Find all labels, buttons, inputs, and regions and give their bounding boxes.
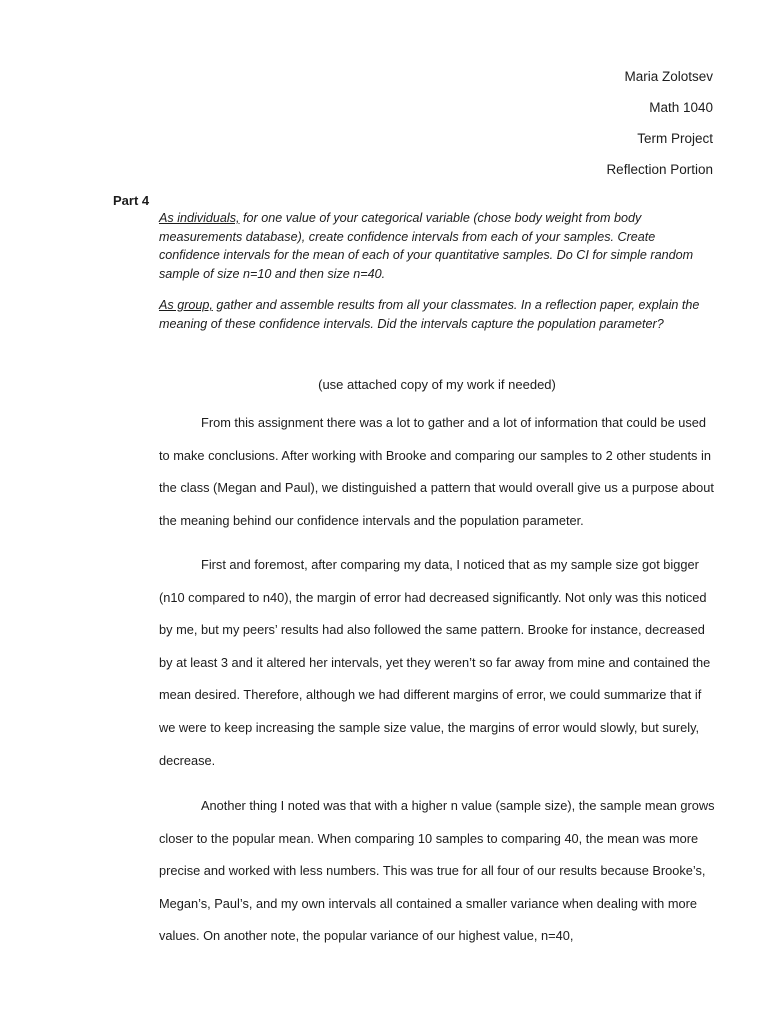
- group-text: gather and assemble results from all your classmates. In a reflection paper, explain the meaning of these confidence intervals. Did the intervals capture the population parameter?: [159, 298, 700, 331]
- individual-lead: As individuals,: [159, 211, 240, 225]
- individual-instructions: [159, 209, 719, 283]
- paragraph-2: First and foremost, after comparing my data, I noticed that as my sample size got bigger (n10 compared to n40), the margin of error had decreased significantly. Not only was this noticed by me, but my peers’ results had also followed the same pattern. Brooke for instance, decreased by at least 3 and it altered her intervals, yet they weren’t so far away from mine and contained the mean desired. Therefore, although we had different margins of error, we could summarize that if we were to keep increasing the sample size value, the margins of error would slowly, but surely, decrease.: [159, 557, 711, 768]
- course-name: Math 1040: [649, 100, 713, 115]
- group-lead: As group,: [159, 298, 213, 312]
- author-name: Maria Zolotsev: [624, 69, 713, 84]
- paragraph-3: Another thing I noted was that with a higher n value (sample size), the sample mean grows closer to the popular mean. When comparing 10 samples to comparing 40, the mean was more precise and worked with less numbers. This was true for all four of our results because Brooke’s, Megan’s, Paul’s, and my own intervals all contained a smaller variance when dealing with more values. On another note, the popular variance of our highest value, n=40,: [159, 798, 715, 944]
- attachment-note: (use attached copy of my work if needed): [318, 377, 556, 392]
- section-name: Reflection Portion: [606, 162, 713, 177]
- assignment-name: Term Project: [637, 131, 713, 146]
- paragraph-1: From this assignment there was a lot to gather and a lot of information that could be used to make conclusions. After working with Brooke and comparing our samples to 2 other students in the class (Megan and Paul), we distinguished a pattern that would overall give us a purpose about the meaning behind our confidence intervals and the population parameter.: [159, 415, 714, 528]
- part-title: Part 4: [113, 193, 150, 208]
- individual-text: for one value of your categorical variable (chose body weight from body measurements database), create confidence intervals from each of your samples. Create confidence intervals for the mean of each of your quantitative samples. Do CI for simple random sample of size n=10 and then size n=40.: [159, 211, 694, 281]
- group-instructions: [159, 296, 719, 333]
